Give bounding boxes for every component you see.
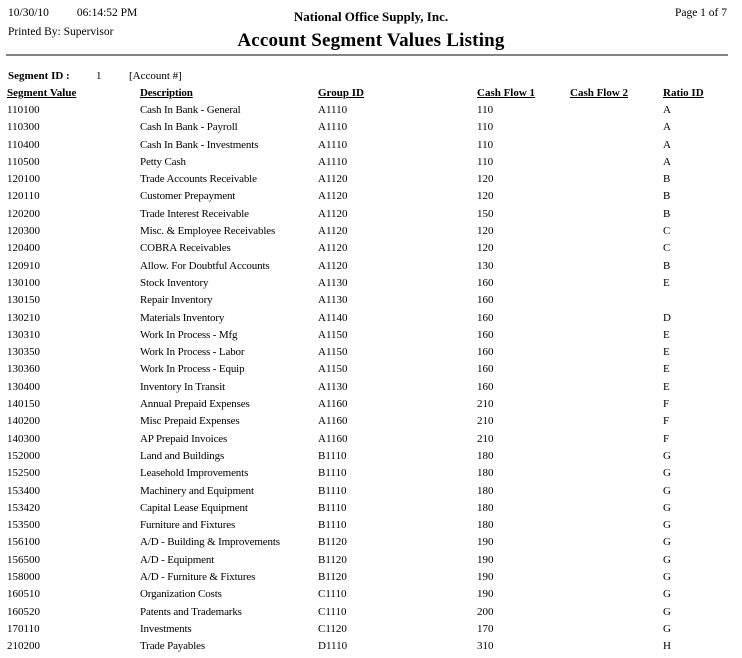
group-id-cell: A1120	[318, 190, 348, 203]
description-cell: Trade Interest Receivable	[140, 207, 249, 220]
cash-flow-2-cell	[570, 586, 663, 603]
segment-id-value: 1	[96, 70, 102, 82]
report-time: 06:14:52 PM	[76, 7, 138, 19]
ratio-id-cell: C	[663, 225, 671, 238]
table-row	[7, 569, 735, 586]
cash-flow-2-cell	[570, 448, 663, 465]
group-id-cell: B1120	[318, 553, 347, 566]
cash-flow-1-cell: 190	[477, 553, 494, 566]
segment-value-cell: 130400	[7, 380, 40, 393]
description-cell: Customer Prepayment	[140, 190, 236, 203]
col-header-description: Description	[140, 87, 193, 99]
ratio-id-cell: B	[663, 259, 671, 272]
segment-value-cell: 160520	[7, 605, 40, 618]
table-row	[7, 621, 735, 638]
table-row	[7, 102, 735, 119]
group-id-cell: A1120	[318, 242, 348, 255]
cash-flow-1-cell: 160	[477, 276, 494, 289]
segment-name: [Account #]	[129, 70, 182, 82]
table-row	[7, 413, 735, 430]
description-cell: Cash In Bank - Payroll	[140, 121, 238, 134]
group-id-cell: A1160	[318, 415, 348, 428]
description-cell: Materials Inventory	[140, 311, 225, 324]
cash-flow-1-cell: 150	[477, 207, 494, 220]
group-id-cell: A1160	[318, 432, 348, 445]
cash-flow-2-cell	[570, 154, 663, 171]
ratio-id-cell: A	[663, 138, 671, 151]
cash-flow-2-cell	[570, 310, 663, 327]
segment-value-cell: 120100	[7, 173, 40, 186]
group-id-cell: B1110	[318, 449, 347, 462]
description-cell: A/D - Equipment	[140, 553, 215, 566]
group-id-cell: A1120	[318, 225, 348, 238]
ratio-id-cell: H	[663, 640, 671, 653]
cash-flow-1-cell: 160	[477, 328, 494, 341]
col-header-cash-flow-1: Cash Flow 1	[477, 87, 536, 99]
col-header-segment-value: Segment Value	[7, 87, 77, 99]
description-cell: Trade Accounts Receivable	[140, 173, 257, 186]
description-cell: Stock Inventory	[140, 276, 209, 289]
cash-flow-1-cell: 310	[477, 640, 494, 653]
segment-value-cell: 130360	[7, 363, 40, 376]
ratio-id-cell: A	[663, 155, 671, 168]
cash-flow-1-cell: 180	[477, 519, 494, 532]
description-cell: Annual Prepaid Expenses	[140, 398, 250, 411]
ratio-id-cell: B	[663, 207, 671, 220]
table-row	[7, 517, 735, 534]
ratio-id-cell: C	[663, 242, 671, 255]
ratio-id-cell: F	[663, 398, 670, 411]
description-cell: Patents and Trademarks	[140, 605, 242, 618]
table-body	[7, 102, 735, 656]
cash-flow-1-cell: 210	[477, 415, 494, 428]
cash-flow-2-cell	[570, 275, 663, 292]
segment-value-cell: 110300	[7, 121, 40, 134]
report-date: 10/30/10	[8, 7, 49, 19]
cash-flow-2-cell	[570, 500, 663, 517]
description-cell: Cash In Bank - General	[140, 104, 241, 116]
group-id-cell: A1150	[318, 328, 348, 341]
segment-value-cell: 156100	[7, 536, 40, 549]
table-row	[7, 137, 735, 154]
ratio-id-cell: G	[663, 484, 671, 497]
group-id-cell: A1120	[318, 259, 348, 272]
table-row	[7, 292, 735, 309]
group-id-cell: A1110	[318, 104, 348, 116]
table-row	[7, 361, 735, 378]
company-name: National Office Supply, Inc.	[293, 9, 449, 24]
segment-value-cell: 120910	[7, 259, 40, 272]
cash-flow-1-cell: 160	[477, 346, 494, 359]
ratio-id-cell: G	[663, 622, 671, 635]
ratio-id-cell: A	[663, 104, 671, 116]
group-id-cell: D1110	[318, 640, 348, 653]
description-cell: A/D - Furniture & Fixtures	[140, 571, 256, 584]
segment-value-cell: 140200	[7, 415, 40, 428]
ratio-id-cell: A	[663, 121, 671, 134]
segment-value-cell: 153420	[7, 501, 40, 514]
report-title: Account Segment Values Listing	[237, 30, 505, 51]
cash-flow-2-cell	[570, 171, 663, 188]
segment-value-cell: 130310	[7, 328, 40, 341]
ratio-id-cell: B	[663, 190, 671, 203]
cash-flow-2-cell	[570, 604, 663, 621]
ratio-id-cell: G	[663, 588, 671, 601]
cash-flow-1-cell: 120	[477, 242, 494, 255]
group-id-cell: C1110	[318, 588, 347, 601]
cash-flow-2-cell	[570, 465, 663, 482]
table-row	[7, 258, 735, 275]
ratio-id-cell	[663, 292, 735, 309]
ratio-id-cell: G	[663, 536, 671, 549]
table-row	[7, 396, 735, 413]
table-row	[7, 534, 735, 551]
table-row	[7, 448, 735, 465]
description-cell: Work In Process - Equip	[140, 363, 245, 376]
ratio-id-cell: E	[663, 363, 670, 376]
cash-flow-1-cell: 180	[477, 449, 494, 462]
table-row	[7, 483, 735, 500]
cash-flow-2-cell	[570, 240, 663, 257]
segment-value-cell: 130350	[7, 346, 40, 359]
cash-flow-1-cell: 130	[477, 259, 494, 272]
description-cell: Work In Process - Mfg	[140, 328, 238, 341]
ratio-id-cell: E	[663, 380, 670, 393]
description-cell: Allow. For Doubtful Accounts	[140, 259, 270, 272]
table-header	[7, 87, 735, 99]
segment-id-label: Segment ID :	[8, 70, 70, 82]
cash-flow-2-cell	[570, 361, 663, 378]
table-row	[7, 188, 735, 205]
cash-flow-1-cell: 110	[477, 155, 494, 168]
segment-value-cell: 156500	[7, 553, 40, 566]
segment-value-cell: 140150	[7, 398, 40, 411]
description-cell: Work In Process - Labor	[140, 346, 245, 359]
cash-flow-1-cell: 160	[477, 363, 494, 376]
segment-value-cell: 153400	[7, 484, 40, 497]
cash-flow-2-cell	[570, 206, 663, 223]
group-id-cell: A1120	[318, 173, 348, 186]
cash-flow-2-cell	[570, 327, 663, 344]
description-cell: Capital Lease Equipment	[140, 501, 248, 514]
ratio-id-cell: G	[663, 467, 671, 480]
ratio-id-cell: G	[663, 449, 671, 462]
group-id-cell: B1110	[318, 484, 347, 497]
ratio-id-cell: B	[663, 173, 671, 186]
description-cell: Investments	[140, 622, 192, 635]
table-row	[7, 465, 735, 482]
ratio-id-cell: E	[663, 346, 670, 359]
segment-value-cell: 152500	[7, 467, 40, 480]
cash-flow-1-cell: 120	[477, 190, 494, 203]
ratio-id-cell: F	[663, 415, 670, 428]
cash-flow-2-cell	[570, 137, 663, 154]
table-row	[7, 206, 735, 223]
ratio-id-cell: G	[663, 553, 671, 566]
printed-by: Printed By: Supervisor	[8, 26, 114, 38]
cash-flow-2-cell	[570, 188, 663, 205]
segment-value-cell: 110500	[7, 155, 40, 168]
segment-value-cell: 120400	[7, 242, 40, 255]
table-row	[7, 275, 735, 292]
group-id-cell: A1130	[318, 276, 348, 289]
cash-flow-2-cell	[570, 119, 663, 136]
cash-flow-1-cell: 180	[477, 501, 494, 514]
cash-flow-1-cell: 180	[477, 467, 494, 480]
segment-value-cell: 110100	[7, 104, 40, 116]
segment-value-cell: 120200	[7, 207, 40, 220]
segment-value-cell: 152000	[7, 449, 40, 462]
group-id-cell: A1150	[318, 363, 348, 376]
segment-value-cell: 130100	[7, 276, 40, 289]
description-cell: Land and Buildings	[140, 449, 225, 462]
group-id-cell: C1110	[318, 605, 347, 618]
cash-flow-2-cell	[570, 379, 663, 396]
cash-flow-2-cell	[570, 431, 663, 448]
table-row	[7, 119, 735, 136]
table-row	[7, 310, 735, 327]
description-cell: Organization Costs	[140, 588, 222, 601]
cash-flow-2-cell	[570, 292, 663, 309]
group-id-cell: A1130	[318, 380, 348, 393]
cash-flow-2-cell	[570, 413, 663, 430]
cash-flow-2-cell	[570, 223, 663, 240]
table-row	[7, 171, 735, 188]
description-cell: Furniture and Fixtures	[140, 519, 236, 532]
ratio-id-cell: E	[663, 276, 670, 289]
table-row	[7, 344, 735, 361]
cash-flow-1-cell: 170	[477, 622, 494, 635]
table-row	[7, 379, 735, 396]
cash-flow-2-cell	[570, 396, 663, 413]
col-header-group-id: Group ID	[318, 87, 364, 99]
description-cell: AP Prepaid Invoices	[140, 432, 228, 445]
segment-value-cell: 160510	[7, 588, 40, 601]
table-row	[7, 552, 735, 569]
cash-flow-1-cell: 190	[477, 536, 494, 549]
cash-flow-2-cell	[570, 638, 663, 655]
group-id-cell: C1120	[318, 622, 347, 635]
cash-flow-2-cell	[570, 483, 663, 500]
ratio-id-cell: D	[663, 311, 671, 324]
table-row	[7, 586, 735, 603]
cash-flow-1-cell: 210	[477, 398, 494, 411]
description-cell: Misc. & Employee Receivables	[140, 225, 276, 238]
cash-flow-1-cell: 120	[477, 173, 494, 186]
cash-flow-1-cell: 160	[477, 380, 494, 393]
cash-flow-2-cell	[570, 344, 663, 361]
ratio-id-cell: F	[663, 432, 670, 445]
cash-flow-2-cell	[570, 569, 663, 586]
segment-value-cell: 130150	[7, 294, 40, 307]
group-id-cell: B1120	[318, 571, 347, 584]
description-cell: Leasehold Improvements	[140, 467, 249, 480]
cash-flow-1-cell: 120	[477, 225, 494, 238]
cash-flow-1-cell: 110	[477, 121, 494, 134]
cash-flow-2-cell	[570, 517, 663, 534]
ratio-id-cell: E	[663, 328, 670, 341]
group-id-cell: B1110	[318, 519, 347, 532]
page-number: Page 1 of 7	[674, 7, 727, 19]
header-divider	[6, 54, 728, 56]
table-row	[7, 604, 735, 621]
cash-flow-1-cell: 200	[477, 605, 494, 618]
group-id-cell: B1110	[318, 467, 347, 480]
group-id-cell: A1110	[318, 121, 348, 134]
cash-flow-2-cell	[570, 102, 663, 119]
segment-value-cell: 130210	[7, 311, 40, 324]
segment-value-cell: 120300	[7, 225, 40, 238]
table-row	[7, 431, 735, 448]
cash-flow-1-cell: 190	[477, 571, 494, 584]
group-id-cell: B1110	[318, 501, 347, 514]
group-id-cell: A1140	[318, 311, 348, 324]
group-id-cell: B1120	[318, 536, 347, 549]
segment-value-cell: 140300	[7, 432, 40, 445]
description-cell: Repair Inventory	[140, 294, 213, 307]
ratio-id-cell: G	[663, 605, 671, 618]
description-cell: Petty Cash	[140, 155, 186, 168]
col-header-ratio-id: Ratio ID	[663, 87, 704, 99]
cash-flow-1-cell: 160	[477, 294, 494, 307]
segment-value-cell: 210200	[7, 640, 40, 653]
table-row	[7, 240, 735, 257]
cash-flow-2-cell	[570, 621, 663, 638]
group-id-cell: A1120	[318, 207, 348, 220]
description-cell: Machinery and Equipment	[140, 484, 254, 497]
description-cell: COBRA Receivables	[140, 242, 231, 255]
cash-flow-1-cell: 210	[477, 432, 494, 445]
ratio-id-cell: G	[663, 571, 671, 584]
col-header-cash-flow-2: Cash Flow 2	[570, 87, 629, 99]
group-id-cell: A1150	[318, 346, 348, 359]
description-cell: Trade Payables	[140, 640, 206, 653]
cash-flow-1-cell: 180	[477, 484, 494, 497]
description-cell: Inventory In Transit	[140, 380, 226, 393]
segment-value-cell: 120110	[7, 190, 40, 203]
cash-flow-2-cell	[570, 534, 663, 551]
description-cell: Misc Prepaid Expenses	[140, 415, 240, 428]
cash-flow-2-cell	[570, 258, 663, 275]
cash-flow-1-cell: 160	[477, 311, 494, 324]
group-id-cell: A1110	[318, 138, 348, 151]
group-id-cell: A1130	[318, 294, 348, 307]
cash-flow-2-cell	[570, 552, 663, 569]
description-cell: Cash In Bank - Investments	[140, 138, 259, 151]
segment-value-cell: 110400	[7, 138, 40, 151]
cash-flow-1-cell: 190	[477, 588, 494, 601]
segment-value-cell: 170110	[7, 622, 40, 635]
ratio-id-cell: G	[663, 501, 671, 514]
cash-flow-1-cell: 110	[477, 138, 494, 151]
segment-value-cell: 158000	[7, 571, 40, 584]
table-row	[7, 500, 735, 517]
description-cell: A/D - Building & Improvements	[140, 536, 280, 549]
table-row	[7, 327, 735, 344]
table-row	[7, 223, 735, 240]
group-id-cell: A1110	[318, 155, 348, 168]
table-row	[7, 638, 735, 655]
table-row	[7, 154, 735, 171]
segment-value-cell: 153500	[7, 519, 40, 532]
ratio-id-cell: G	[663, 519, 671, 532]
group-id-cell: A1160	[318, 398, 348, 411]
cash-flow-1-cell: 110	[477, 104, 494, 116]
